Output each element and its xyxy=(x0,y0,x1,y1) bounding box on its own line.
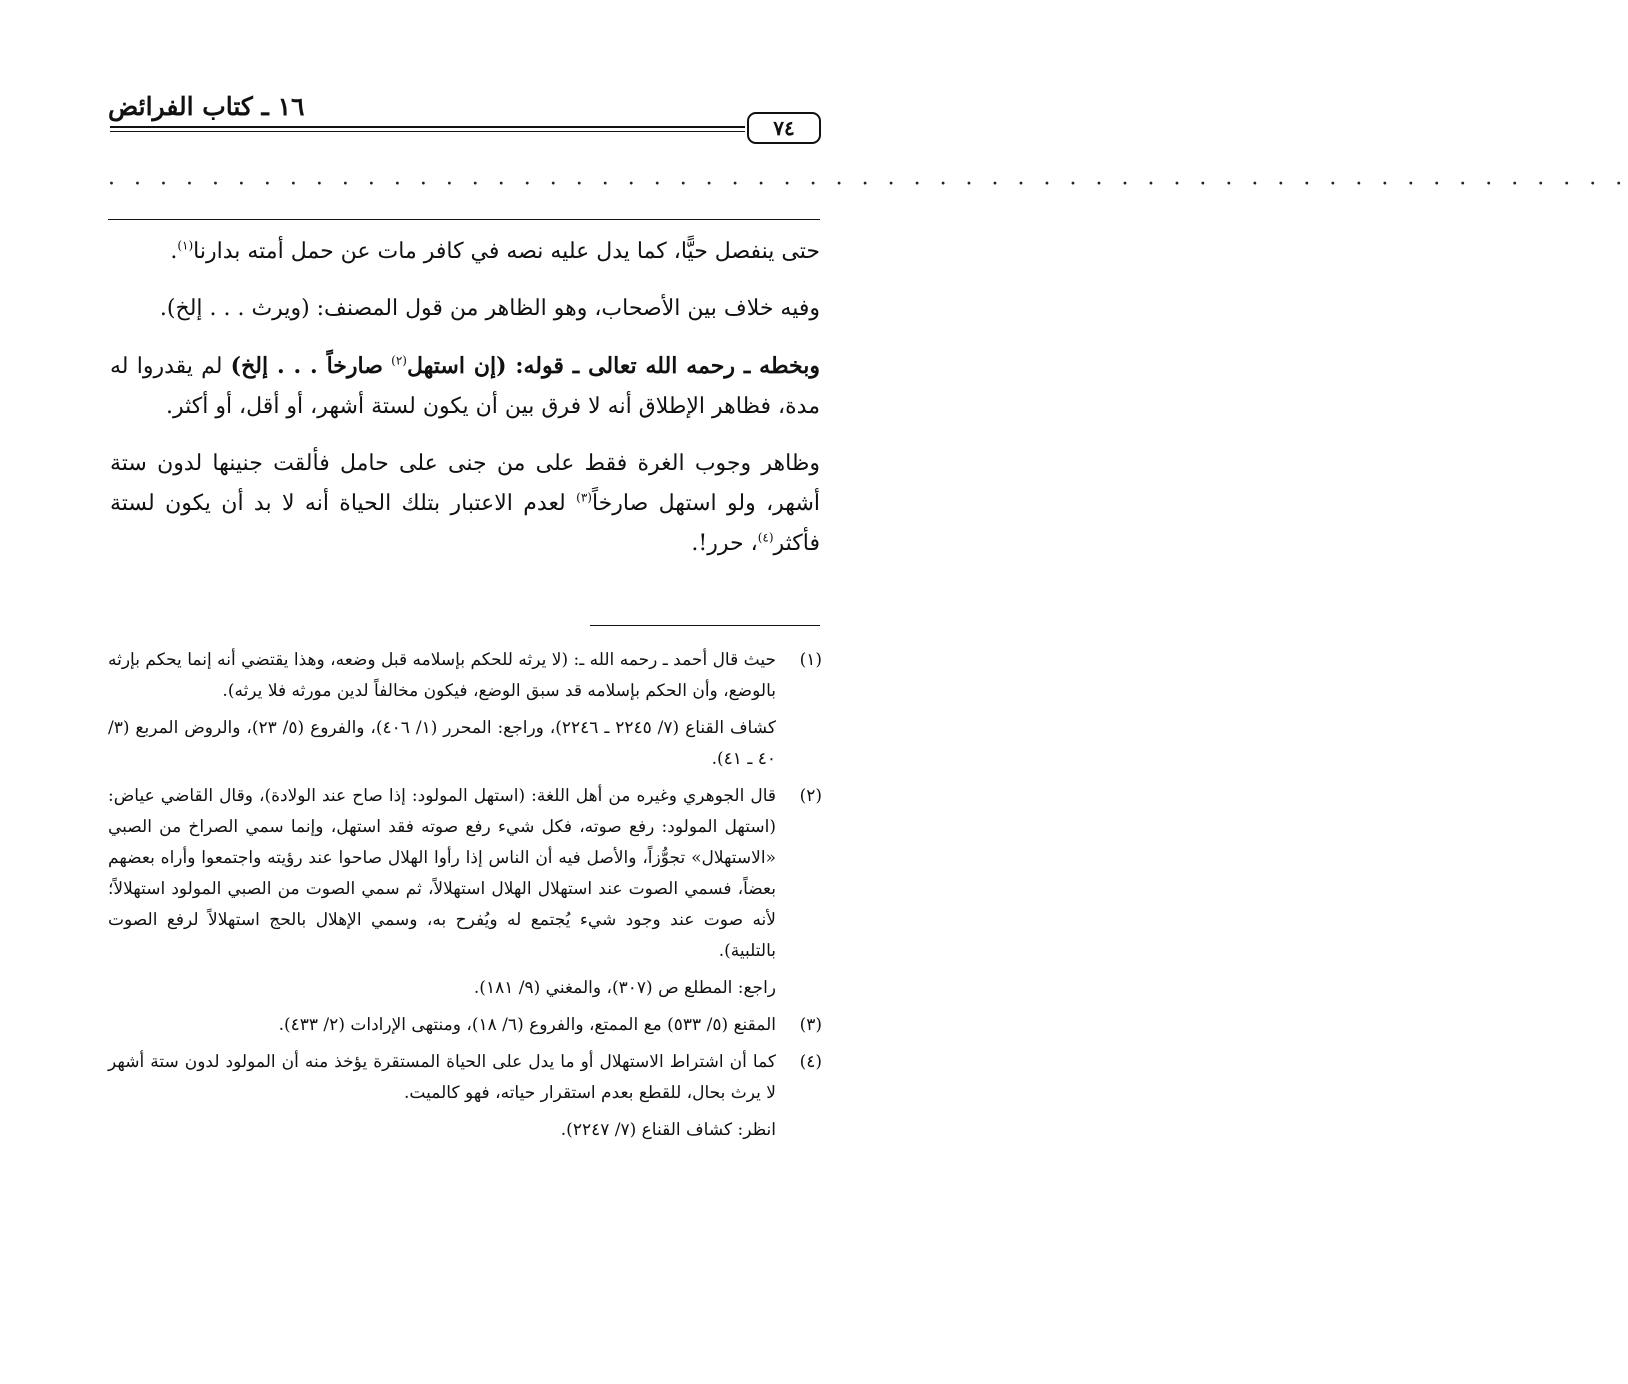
footnote-ref-1[interactable]: (١) xyxy=(177,238,194,253)
paragraph-3-text: لم يقدروا له مدة، فظاهر الإطلاق أنه لا فرق بين أن يكون لستة أشهر، أو أقل، أو أكثر. xyxy=(110,354,820,419)
footnote-ref-4[interactable]: (٤) xyxy=(757,530,774,545)
footnote-number: (٣) xyxy=(799,1015,822,1035)
footnote-text: قال الجوهري وغيره من أهل اللغة: (استهل المولود: إذا صاح عند الولادة)، وقال القاضي عياض: (استهل المولود: رفع صوته، فكل شيء رفع صوته فقد استهل، وإنما سمي الصراخ من الصبي «الاستهلال» تجوُّزاً، والأصل فيه أن الناس إذا رأوا الهلال صاحوا عند رؤيته واجتمعوا وأراه بعضهم بعضاً، فسمي الصوت عند استهلال الهلال استهلالاً، ثم سمي الصوت من الصبي المولود استهلالاً؛ لأنه صوت عند وجود شيء يُجتمع له ويُفرح به، وسمي الإهلال بالحج استهلالاً لرفع الصوت بالتلبية). xyxy=(108,786,776,961)
footnote-2 xyxy=(108,781,822,1004)
footnote-reference: كشاف القناع (٧/ ٢٢٤٥ ـ ٢٢٤٦)، وراجع: المحرر (١/ ٤٠٦)، والفروع (٥/ ٢٣)، والروض المربع (٣/ ٤٠ ـ ٤١). xyxy=(108,718,776,769)
paragraph-4-text-c: ، حرر!. xyxy=(691,531,758,556)
footnote-text: حيث قال أحمد ـ رحمه الله ـ: (لا يرثه للحكم بإسلامه قبل وضعه، وهذا يقتضي أنه إنما يحكم بإرثه بالوضع، وأن الحكم بإسلامه قد سبق الوضع، فيكون مخالفاً لدين مورثه فلا يرثه). xyxy=(108,650,776,701)
footnote-number: (٤) xyxy=(799,1052,822,1072)
chapter-title: ١٦ ـ كتاب الفرائض xyxy=(108,92,305,121)
footnote-text: كما أن اشتراط الاستهلال أو ما يدل على الحياة المستقرة يؤخذ منه أن المولود لدون ستة أشهر لا يرث بحال، للقطع بعدم استقرار حياته، فهو كالميت. xyxy=(108,1052,776,1103)
footnote-ref-3[interactable]: (٣) xyxy=(576,490,592,505)
footnote-1 xyxy=(108,645,822,775)
paragraph-3-quote-b: صارخاً . . . إلخ) xyxy=(230,353,383,379)
footnote-number: (١) xyxy=(799,650,822,670)
footnotes xyxy=(108,645,822,1152)
main-text xyxy=(110,232,820,581)
footnote-rule xyxy=(590,625,820,626)
paragraph-4 xyxy=(110,444,820,564)
footnote-4 xyxy=(108,1047,822,1146)
paragraph-3-quote-a: وبخطه ـ رحمه الله تعالى ـ قوله: (إن استهل xyxy=(406,353,820,379)
page-header xyxy=(100,92,825,142)
footnote-text: المقنع (٥/ ٥٣٣) مع الممتع، والفروع (٦/ ١٨)، ومنتهى الإرادات (٢/ ٤٣٣). xyxy=(278,1015,776,1035)
paragraph-1-text: حتى ينفصل حيًّا، كما يدل عليه نصه في كافر مات عن حمل أمته بدارنا xyxy=(193,239,820,264)
paragraph-4-text-a: وظاهر وجوب الغرة فقط على من جنى على حامل فألقت جنينها لدون ستة أشهر، ولو استهل صارخاً xyxy=(110,451,820,516)
dotted-separator: · · · · · · · · · · · · · · · · · · · · · · · · · · · · · · · · · · · · · · · · · · · · · · · · · · · · · · · · · · · xyxy=(108,172,1628,197)
footnote-reference: انظر: كشاف القناع (٧/ ٢٢٤٧). xyxy=(560,1120,776,1140)
header-rule xyxy=(110,126,745,128)
footnote-ref-2[interactable]: (٢) xyxy=(391,353,407,368)
paragraph-3 xyxy=(110,346,820,427)
paragraph-4-text-b: لعدم الاعتبار بتلك الحياة أنه لا بد أن يكون لستة فأكثر xyxy=(110,491,820,556)
footnote-reference: راجع: المطلع ص (٣٠٧)، والمغني (٩/ ١٨١). xyxy=(473,978,776,998)
footnote-3 xyxy=(108,1010,822,1041)
header-rule-thin xyxy=(110,131,745,132)
paragraph-1 xyxy=(110,232,820,272)
paragraph-2: وفيه خلاف بين الأصحاب، وهو الظاهر من قول المصنف: (ويرث . . . إلخ). xyxy=(159,296,820,321)
section-rule xyxy=(108,219,820,220)
page-number: ٧٤ xyxy=(747,112,821,144)
footnote-number: (٢) xyxy=(799,786,822,806)
paragraph-1-end: . xyxy=(170,239,178,264)
